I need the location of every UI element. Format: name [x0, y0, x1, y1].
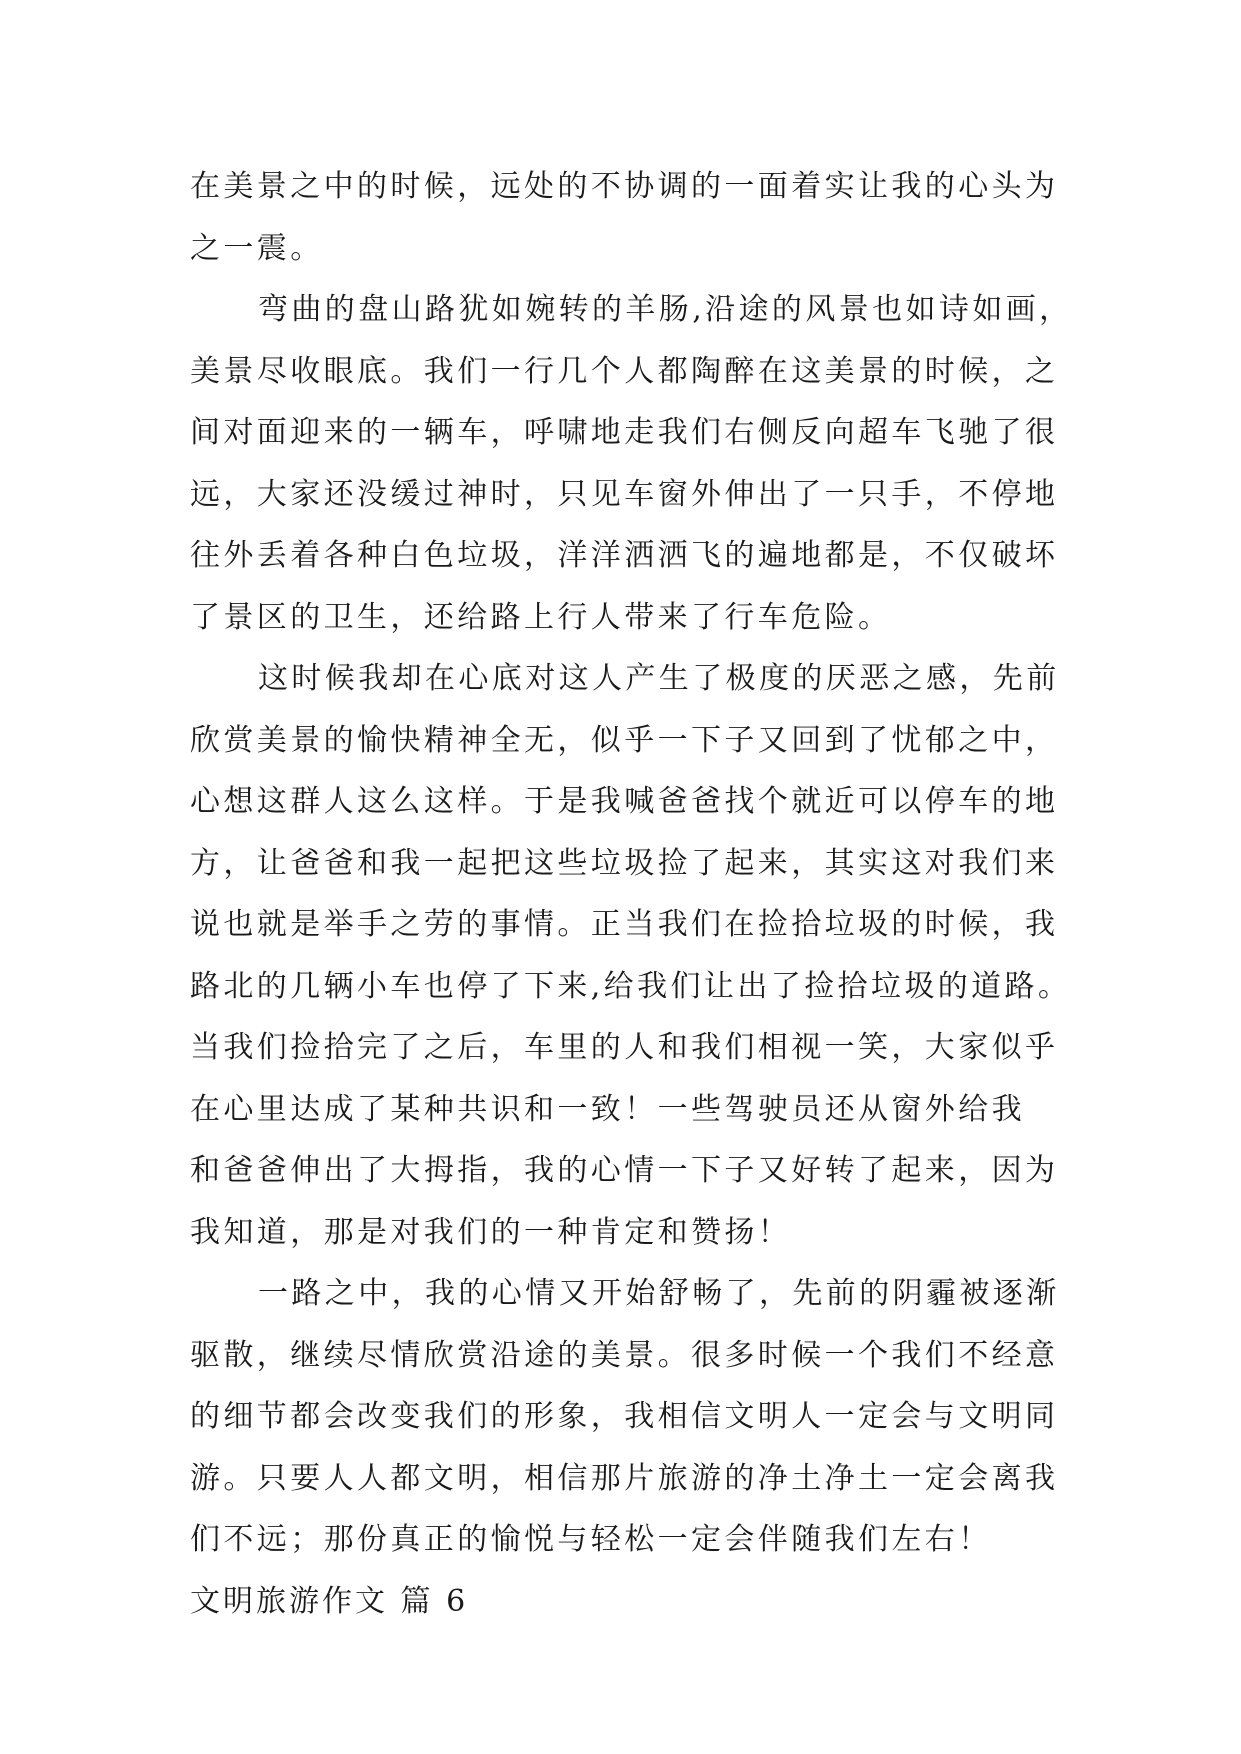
- text-line: 之一震。: [190, 230, 324, 266]
- text-line: 游。只要人人都文明，相信那片旅游的净土净土一定会离我: [190, 1460, 1059, 1496]
- text-line: 方，让爸爸和我一起把这些垃圾捡了起来，其实这对我们来: [190, 845, 1059, 881]
- text-line: 驱散，继续尽情欣赏沿途的美景。很多时候一个我们不经意: [190, 1337, 1059, 1373]
- text-line: 这时候我却在心底对这人产生了极度的厌恶之感，先前: [258, 661, 1060, 696]
- text-line: 间对面迎来的一辆车，呼啸地走我们右侧反向超车飞驰了很: [190, 415, 1059, 450]
- text-line: 一路之中，我的心情又开始舒畅了，先前的阴霾被逐渐: [258, 1276, 1060, 1311]
- text-line: 在心里达成了某种共识和一致！一些驾驶员还从窗外给我: [190, 1091, 1025, 1127]
- text-line: 说也就是举手之劳的事情。正当我们在捡拾垃圾的时候，我: [190, 907, 1059, 942]
- text-line: 路北的几辆小车也停了下来,给我们让出了捡拾垃圾的道路。: [190, 968, 1072, 1004]
- text-line: 们不远；那份真正的愉悦与轻松一定会伴随我们左右！: [190, 1522, 992, 1557]
- text-line: 的细节都会改变我们的形象，我相信文明人一定会与文明同: [190, 1399, 1059, 1434]
- text-line: 远，大家还没缓过神时，只见车窗外伸出了一只手，不停地: [190, 476, 1059, 512]
- text-line: 心想这群人这么这样。于是我喊爸爸找个就近可以停车的地: [190, 784, 1059, 819]
- section-heading: 文明旅游作文 篇 6: [190, 1583, 469, 1619]
- text-line: 美景尽收眼底。我们一行几个人都陶醉在这美景的时候，之: [190, 353, 1059, 389]
- text-line: 了景区的卫生，还给路上行人带来了行车危险。: [190, 599, 892, 635]
- text-line: 往外丢着各种白色垃圾，洋洋洒洒飞的遍地都是，不仅破坏: [190, 538, 1059, 573]
- text-line: 我知道，那是对我们的一种肯定和赞扬！: [190, 1214, 792, 1250]
- text-line: 欣赏美景的愉快精神全无，似乎一下子又回到了忧郁之中，: [190, 722, 1059, 758]
- text-line: 和爸爸伸出了大拇指，我的心情一下子又好转了起来，因为: [190, 1153, 1059, 1188]
- text-line: 弯曲的盘山路犹如婉转的羊肠,沿途的风景也如诗如画，: [258, 292, 1073, 327]
- text-line: 当我们捡拾完了之后，车里的人和我们相视一笑，大家似乎: [190, 1030, 1059, 1065]
- article-body: [190, 156, 1073, 1632]
- text-line: 在美景之中的时候，远处的不协调的一面着实让我的心头为: [190, 169, 1059, 204]
